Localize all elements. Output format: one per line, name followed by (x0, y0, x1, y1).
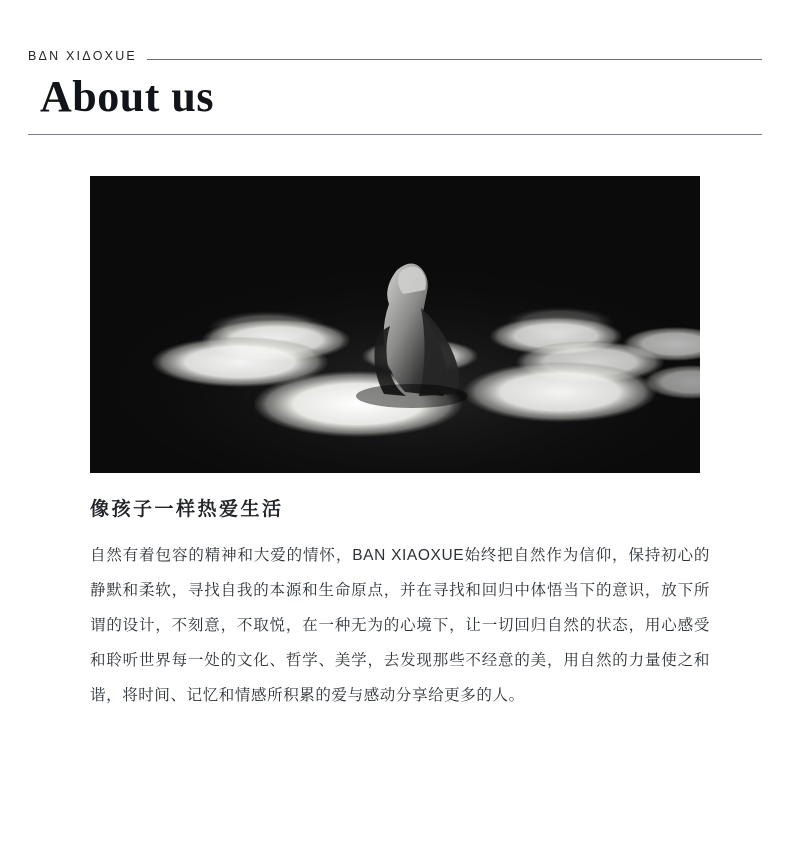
title-divider (28, 134, 762, 135)
content-subheading: 像孩子一样热爱生活 (90, 499, 284, 520)
about-content (90, 496, 710, 713)
page-title: About us (40, 72, 214, 121)
brand-divider (147, 59, 762, 60)
hero-image (90, 176, 700, 473)
title-block (28, 70, 762, 135)
content-paragraph: 自然有着包容的精神和大爱的情怀，BAN XIAOXUE始终把自然作为信仰，保持初心的静默和柔软，寻找自我的本源和生命原点，并在寻找和回归中体悟当下的意识，放下所谓的设计，不刻意，不取悦，在一种无为的心境下，让一切回归自然的状态，用心感受和聆听世界每一处的文化、哲学、美学，去发现那些不经意的美，用自然的力量使之和谐，将时间、记忆和情感所积累的爱与感动分享给更多的人。 (90, 547, 710, 704)
brand-logo-text: BΔN XIΔOXUE (28, 49, 137, 63)
hero-illustration (90, 176, 700, 473)
brand-row (28, 40, 762, 64)
